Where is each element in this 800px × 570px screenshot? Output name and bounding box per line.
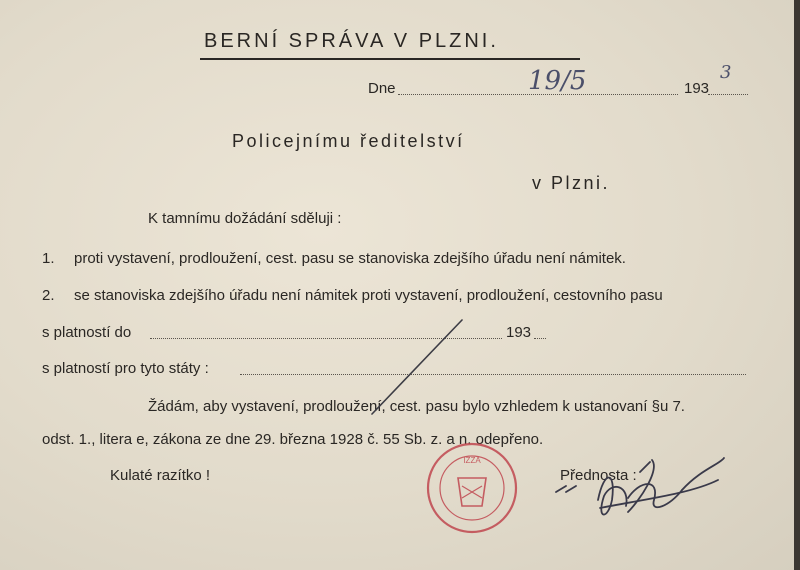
stamp-note: Kulaté razítko ! xyxy=(110,467,211,484)
intro-text: K tamnímu dožádání sděluji : xyxy=(148,210,342,227)
states-label: s platností pro tyto státy : xyxy=(42,360,209,377)
date-label: Dne xyxy=(368,80,396,97)
round-stamp xyxy=(428,444,516,532)
signature-scribble xyxy=(556,458,724,515)
handwritten-date: 19/5 xyxy=(528,66,587,96)
recipient-line2: v Plzni. xyxy=(532,173,611,193)
item1-number: 1. xyxy=(42,250,55,267)
request-line1: Žádám, aby vystavení, prodloužení, cest. pasu bylo vzhledem k ustanovaní §u 7. xyxy=(148,398,685,415)
item2-text: se stanoviska zdejšího úřadu není námitek proti vystavení, prodloužení, cestovního pasu xyxy=(74,287,663,304)
recipient-line1: Policejnímu ředitelství xyxy=(232,131,465,151)
stamp-lettering: IZZA xyxy=(463,456,481,465)
request-line2: odst. 1., litera e, zákona ze dne 29. března 1928 č. 55 Sb. z. a n. odepřeno. xyxy=(42,431,544,448)
office-title: BERNÍ SPRÁVA V PLZNI. xyxy=(204,30,499,52)
handwritten-year: 3 xyxy=(720,62,732,83)
validity-label: s platností do xyxy=(42,324,132,341)
item1-text: proti vystavení, prodloužení, cest. pasu se stanoviska zdejšího úřadu není námitek. xyxy=(74,250,626,267)
pencil-strike-line xyxy=(372,320,462,414)
validity-year: 193 xyxy=(506,324,532,341)
item2-number: 2. xyxy=(42,287,55,304)
signatory-label: Přednosta : xyxy=(560,467,637,484)
year-prefix: 193 xyxy=(684,80,710,97)
